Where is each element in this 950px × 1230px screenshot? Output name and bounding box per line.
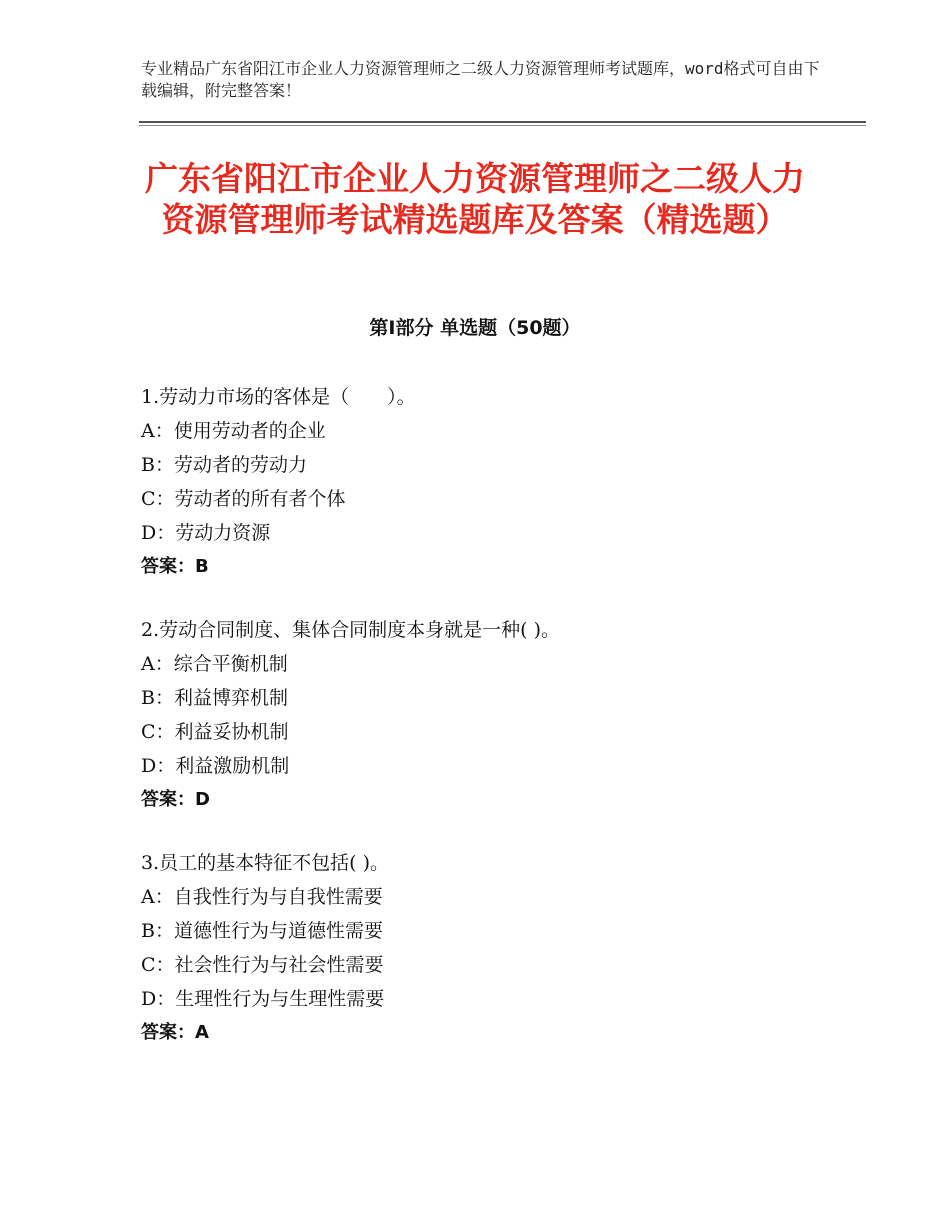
option-d: D：利益激励机制	[141, 755, 290, 777]
header-divider-thin	[139, 125, 866, 126]
option-a: A：综合平衡机制	[141, 653, 288, 675]
question-stem: 3.员工的基本特征不包括( )。	[141, 852, 389, 874]
answer-line: 答案：D	[141, 789, 210, 810]
header-note: 专业精品广东省阳江市企业人力资源管理师之二级人力资源管理师考试题库，word格式可自由下载编辑，附完整答案！	[141, 59, 820, 100]
question-stem: 2.劳动合同制度、集体合同制度本身就是一种( )。	[141, 619, 560, 641]
option-a: A：使用劳动者的企业	[141, 420, 326, 442]
question-1	[141, 380, 821, 584]
document-title: 广东省阳江市企业人力资源管理师之二级人力资源管理师考试精选题库及答案（精选题）	[145, 159, 805, 239]
option-d: D：劳动力资源	[141, 522, 271, 544]
section-title: 第Ⅰ部分 单选题（50题）	[369, 317, 581, 339]
option-a: A：自我性行为与自我性需要	[141, 886, 383, 908]
answer-line: 答案：B	[141, 556, 209, 577]
question-2	[141, 613, 821, 817]
header-divider-thick	[139, 121, 866, 123]
option-c: C：利益妥协机制	[141, 721, 289, 743]
option-c: C：劳动者的所有者个体	[141, 488, 346, 510]
option-b: B：利益博弈机制	[141, 687, 288, 709]
option-d: D：生理性行为与生理性需要	[141, 988, 385, 1010]
option-c: C：社会性行为与社会性需要	[141, 954, 384, 976]
answer-line: 答案：A	[141, 1022, 209, 1043]
question-stem: 1.劳动力市场的客体是（ ）。	[141, 386, 416, 408]
option-b: B：道德性行为与道德性需要	[141, 920, 383, 942]
question-3	[141, 846, 821, 1050]
question-list	[141, 380, 821, 1079]
option-b: B：劳动者的劳动力	[141, 454, 307, 476]
